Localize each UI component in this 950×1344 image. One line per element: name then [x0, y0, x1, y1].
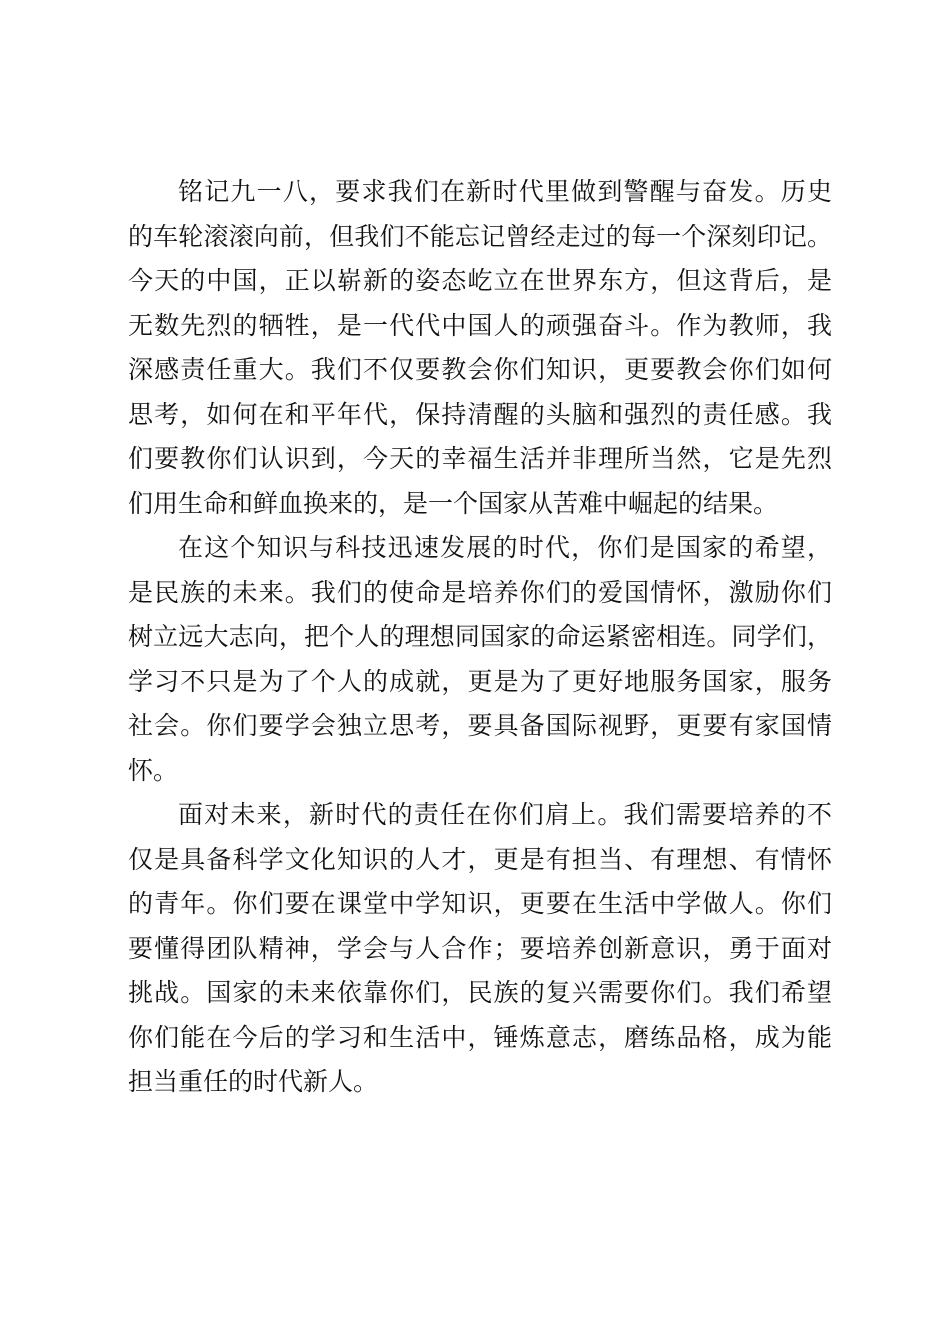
paragraph-2-line-2: 是民族的未来。我们的使命是培养你们的爱国情怀，激励你们 [128, 577, 832, 607]
paragraph-1-line-4: 无数先烈的牺牲，是一代代中国人的顽强奋斗。作为教师，我 [128, 310, 832, 340]
paragraph-1-line-1: 铭记九一八，要求我们在新时代里做到警醒与奋发。历史 [178, 177, 832, 206]
paragraph-1-line-2: 的车轮滚滚向前，但我们不能忘记曾经走过的每一个深刻印记。 [128, 221, 832, 251]
paragraph-3-line-6: 你们能在今后的学习和生活中，锤炼意志，磨练品格，成为能 [128, 1022, 832, 1052]
paragraph-1-line-7: 们要教你们认识到，今天的幸福生活并非理所当然，它是先烈 [128, 444, 832, 473]
paragraph-2-line-6: 怀。 [128, 755, 179, 785]
paragraph-2-line-4: 学习不只是为了个人的成就，更是为了更好地服务国家，服务 [128, 666, 832, 696]
paragraph-3-line-3: 的青年。你们要在课堂中学知识，更要在生活中学做人。你们 [128, 889, 832, 918]
paragraph-2-line-1: 在这个知识与科技迅速发展的时代，你们是国家的希望， [178, 533, 832, 562]
paragraph-3-line-4: 要懂得团队精神，学会与人合作；要培养创新意识，勇于面对 [128, 933, 832, 963]
paragraph-3-line-7: 担当重任的时代新人。 [128, 1067, 379, 1096]
document-body [128, 170, 832, 1105]
paragraph-1-line-6: 思考，如何在和平年代，保持清醒的头脑和强烈的责任感。我 [128, 399, 832, 429]
paragraph-1-line-3: 今天的中国，正以崭新的姿态屹立在世界东方，但这背后，是 [128, 266, 832, 295]
paragraph-1-line-5: 深感责任重大。我们不仅要教会你们知识，更要教会你们如何 [128, 355, 832, 384]
paragraph-3-line-5: 挑战。国家的未来依靠你们，民族的复兴需要你们。我们希望 [128, 978, 832, 1007]
paragraph-2-line-5: 社会。你们要学会独立思考，要具备国际视野，更要有家国情 [128, 711, 832, 740]
paragraph-2-line-3: 树立远大志向，把个人的理想同国家的命运紧密相连。同学们， [128, 622, 832, 651]
paragraph-3-line-2: 仅是具备科学文化知识的人才，更是有担当、有理想、有情怀 [128, 844, 832, 874]
paragraph-3-line-1: 面对未来，新时代的责任在你们肩上。我们需要培养的不 [178, 800, 832, 829]
paragraph-1-line-8: 们用生命和鲜血换来的，是一个国家从苦难中崛起的结果。 [128, 488, 779, 518]
